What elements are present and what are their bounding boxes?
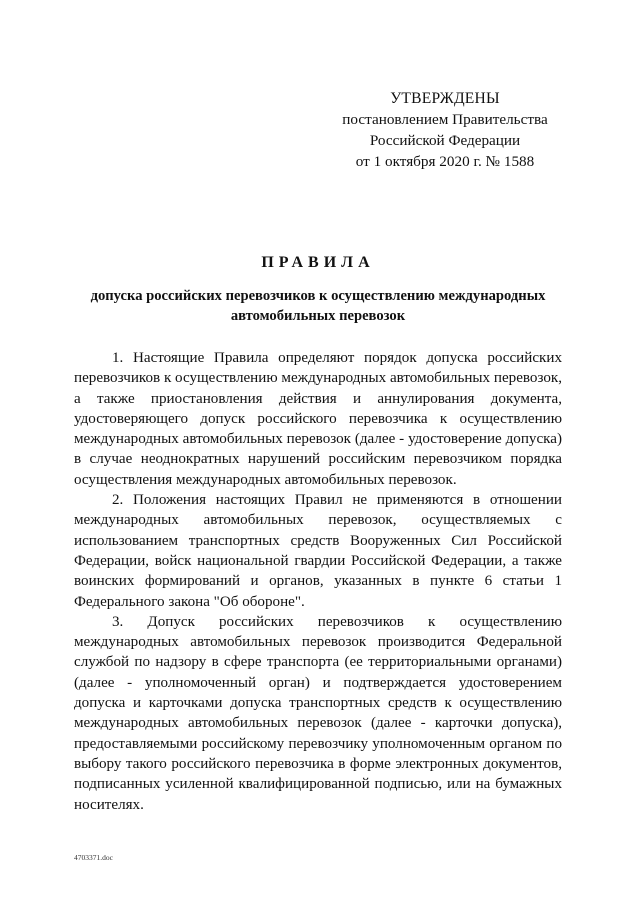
approval-line-1: постановлением Правительства: [342, 111, 548, 128]
approval-heading: УТВЕРЖДЕНЫ: [390, 90, 500, 107]
approval-line-2: Российской Федерации: [369, 132, 521, 149]
approval-stamp: [330, 88, 560, 172]
approval-line-3: от 1 октября 2020 г. № 1588: [355, 153, 535, 170]
document-subtitle: допуска российских перевозчиков к осуществлению международных автомобильных перевозок: [90, 288, 546, 324]
paragraph-2: 2. Положения настоящих Правил не применяются в отношении международных автомобильных перевозок, осуществляемых с использованием транспортных средств Вооруженных Сил Российской Федерации, войск национальной гвардии Российской Федерации, а также воинских формирований и органов, указанных в пункте 6 статьи 1 Федерального закона "Об обороне".: [74, 492, 562, 610]
document-title-block: [74, 254, 562, 326]
document-body: [74, 348, 562, 815]
document-title: ПРАВИЛА: [261, 254, 375, 271]
file-reference: 4703371.doc: [74, 853, 113, 862]
paragraph-3: 3. Допуск российских перевозчиков к осуществлению международных автомобильных перевозок производится Федеральной службой по надзору в сфере транспорта (ее территориальными органами) (далее - уполномоченный орган) и подтверждается удостоверением допуска и карточками допуска транспортных средств к осуществлению международных автомобильных перевозок (далее - карточки допуска), предоставляемыми российскому перевозчику уполномоченным органом по выбору такого российского перевозчика в форме электронных документов, подписанных усиленной квалифицированной подписью, или на бумажных носителях.: [74, 613, 562, 813]
paragraph-1: 1. Настоящие Правила определяют порядок допуска российских перевозчиков к осуществлению международных автомобильных перевозок, а также приостановления действия и аннулирования документа, удостоверяющего допуск российского перевозчика к осуществлению международных автомобильных перевозок (далее - удостоверение допуска) в случае неоднократных нарушений российским перевозчиком порядка осуществления международных автомобильных перевозок.: [74, 350, 562, 488]
